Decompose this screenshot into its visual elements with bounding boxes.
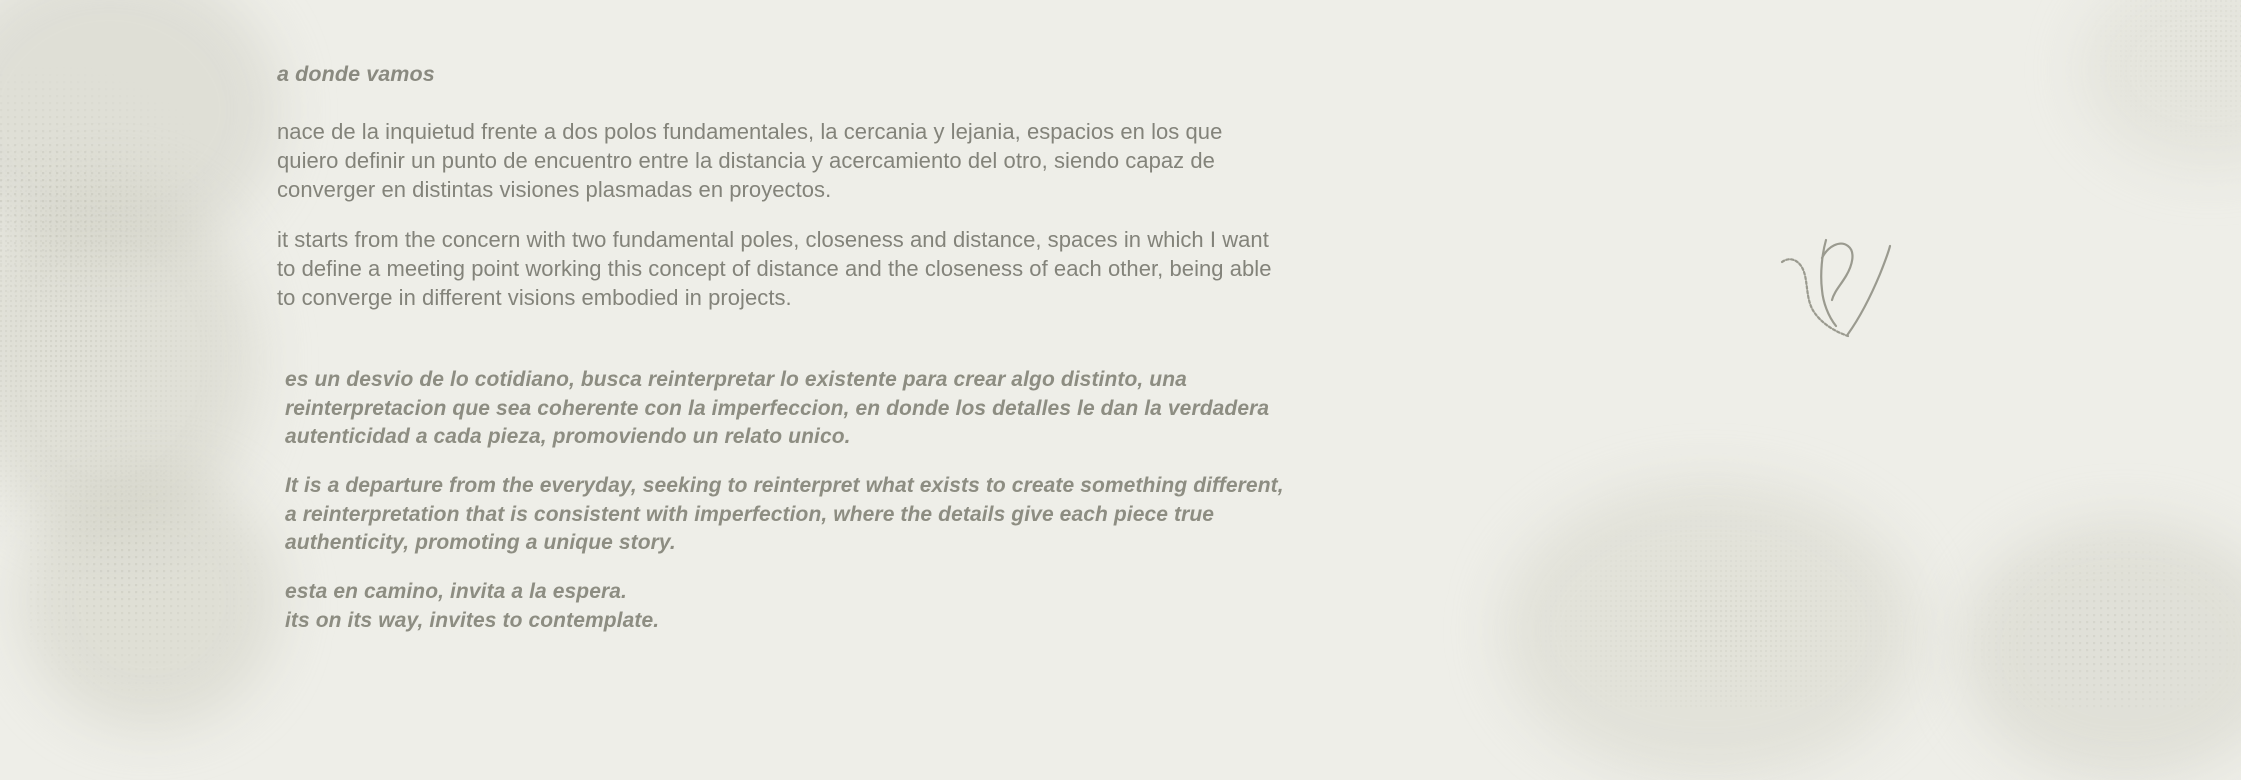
texture-speckle <box>1520 500 1920 710</box>
texture-speckle <box>30 430 280 710</box>
intro-paragraph-spanish: nace de la inquietud frente a dos polos fundamentales, la cercania y lejania, espacios en los que quiero definir un punto de encuentro entre la distancia y acercamiento del otro, siendo capaz de converger en distintas visiones plasmadas en proyectos. <box>277 119 1223 202</box>
closing-line-spanish: esta en camino, invita a la espera. <box>285 580 627 603</box>
handwritten-monogram-icon <box>1770 228 1910 358</box>
texture-blob <box>0 180 260 540</box>
texture-blob <box>1500 480 1920 780</box>
texture-speckle <box>2090 0 2241 150</box>
brand-logo <box>1770 228 1910 358</box>
texture-blob <box>20 470 280 730</box>
texture-speckle <box>0 150 260 570</box>
texture-blob <box>2080 0 2241 170</box>
closing-lines <box>285 578 1290 635</box>
closing-line-english: its on its way, invites to contemplate. <box>285 608 660 632</box>
page-title: a donde vamos <box>277 62 435 86</box>
statement-paragraph-spanish: es un desvio de lo cotidiano, busca reinterpretar lo existente para crear algo distinto, una reinterpretacion que sea coherente con la imperfeccion, en donde los detalles le dan la verdadera autenticidad a cada pieza, promoviendo un relato unico. <box>285 368 1270 448</box>
statement-paragraph-english: It is a departure from the everyday, seeking to reinterpret what exists to create something different, a reinterpretation that is consistent with imperfection, where the details give each piece true authenticity, promoting a unique story. <box>285 474 1284 554</box>
intro-paragraph-english: it starts from the concern with two fundamental poles, closeness and distance, spaces in which I want to define a meeting point working this concept of distance and the closeness of each other, being able to converge in different visions embodied in projects. <box>277 227 1272 310</box>
texture-speckle <box>1960 530 2241 710</box>
text-content <box>277 0 1337 704</box>
texture-blob <box>1960 520 2241 780</box>
texture-blob <box>0 0 280 260</box>
texture-speckle <box>0 60 220 320</box>
